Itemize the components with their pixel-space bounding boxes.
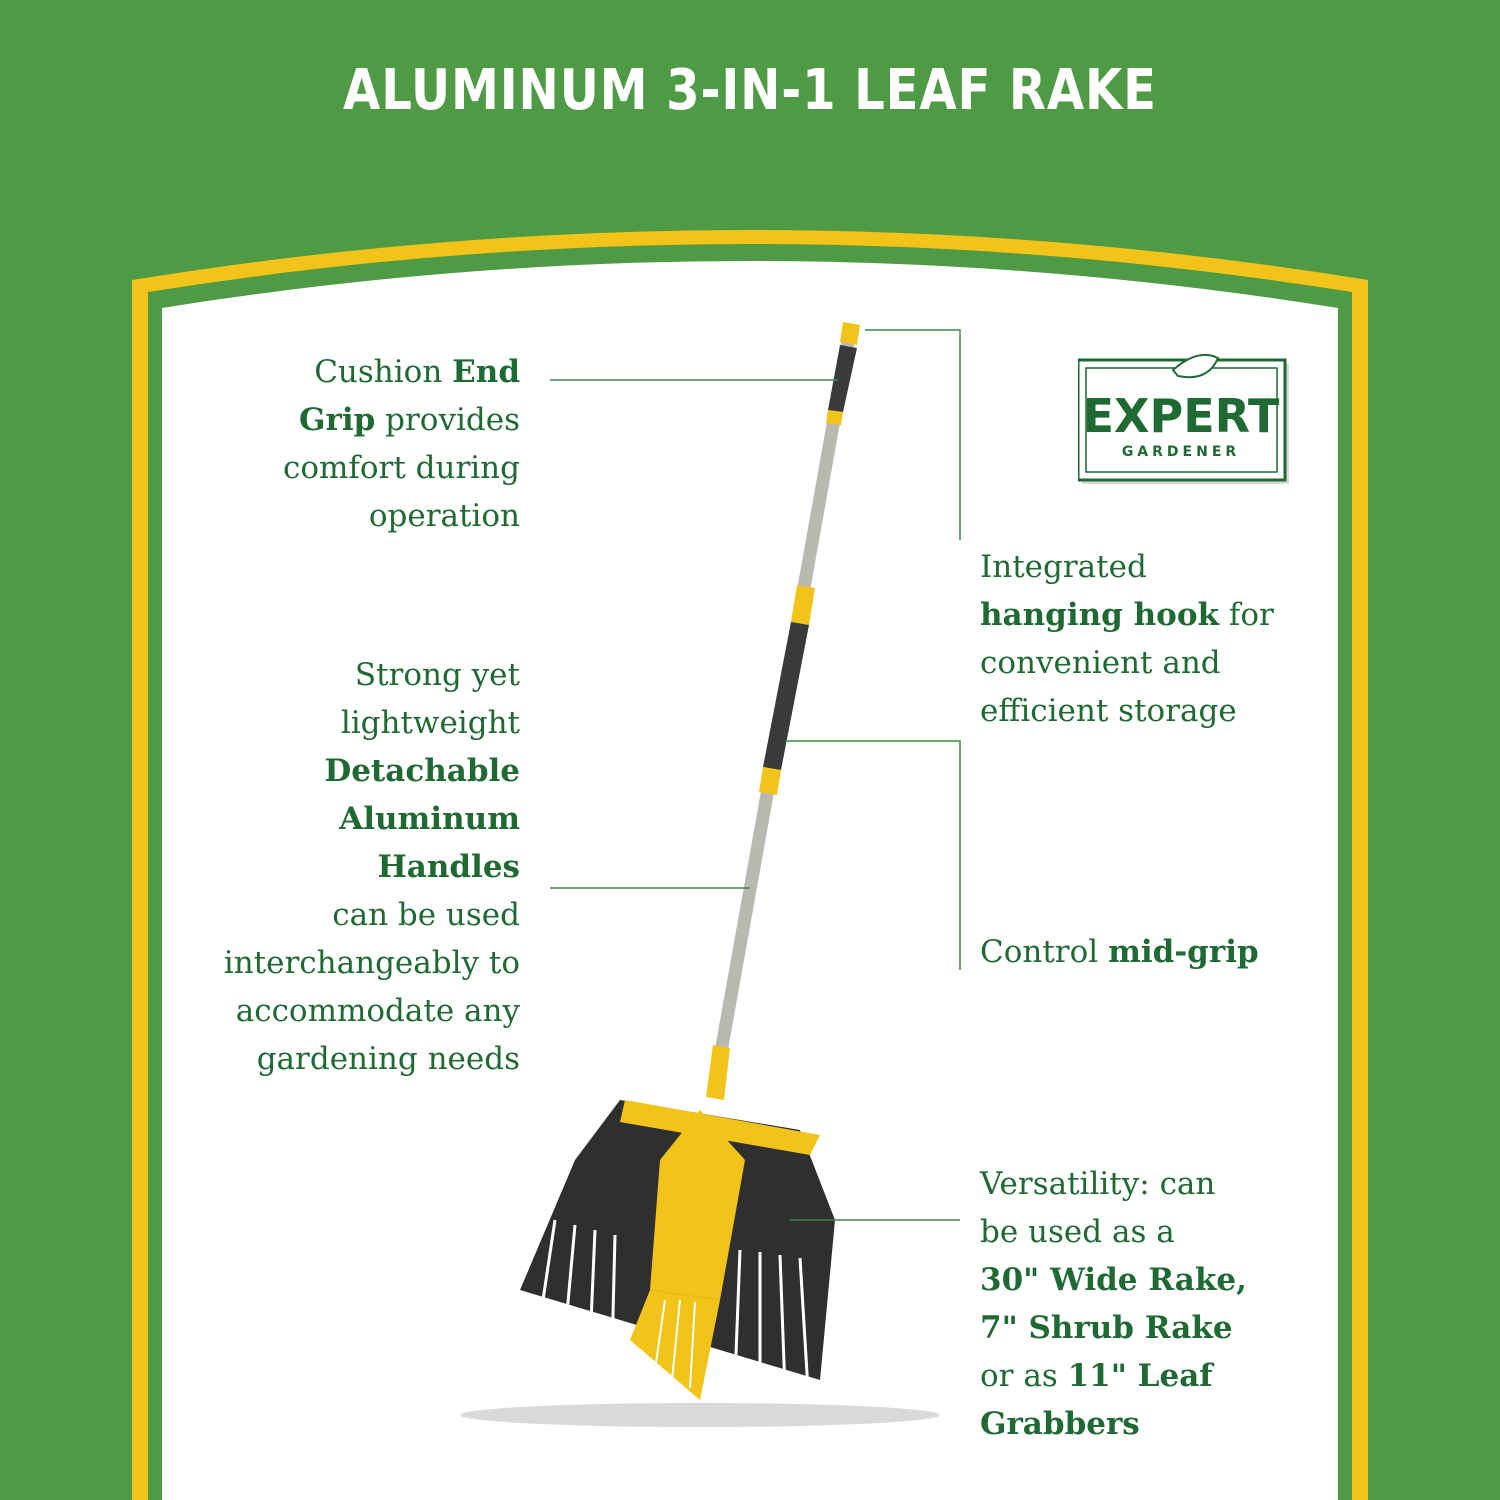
feature-hanging-hook: Integrated hanging hook for convenient and efficient storage — [980, 549, 1274, 729]
feature-end-grip: Cushion End Grip provides comfort during operation — [282, 354, 520, 534]
feature-versatility: Versatility: can be used as a 30" Wide Rake, 7" Shrub Rake or as 11" Leaf Grabbers — [980, 1166, 1247, 1442]
feature-handles: Strong yet lightweight Detachable Aluminum Handles can be used interchangeably to accommodate any gardening needs — [223, 657, 520, 1077]
feature-mid-grip: Control mid-grip — [980, 934, 1259, 970]
svg-text:EXPERT: EXPERT — [1082, 389, 1280, 443]
page-title: ALUMINUM 3-IN-1 LEAF RAKE — [343, 58, 1157, 123]
expert-gardener-logo — [1078, 352, 1293, 490]
svg-text:GARDENER: GARDENER — [1121, 444, 1241, 460]
